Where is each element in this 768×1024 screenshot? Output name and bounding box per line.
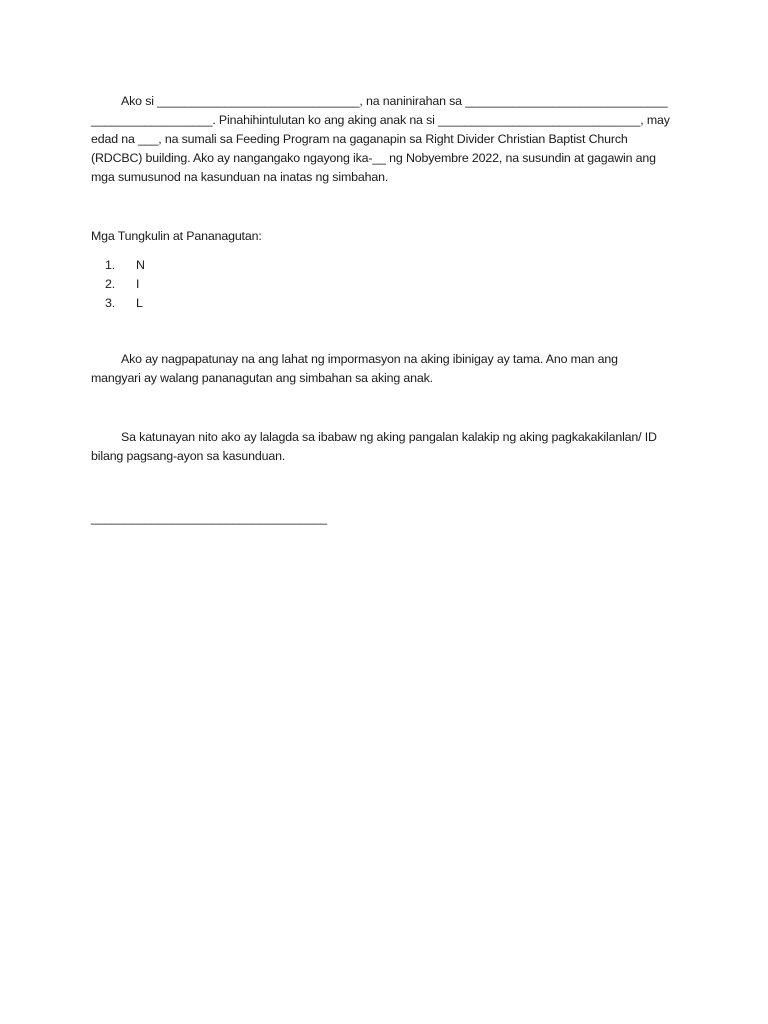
consent-line-4: (RDCBC) building. Ako ay nangangako ngayong ika-__ ng Nobyembre 2022, na susundin at gagawin ang — [91, 151, 656, 165]
affirmation-line-2: mangyari ay walang pananagutan ang simbahan sa aking anak. — [91, 371, 433, 385]
signature-statement-line-1: Sa katunayan nito ako ay lalagda sa ibabaw ng aking pangalan kalakip ng aking pagkakakilanlan/ ID — [121, 430, 657, 444]
consent-paragraph — [91, 92, 670, 187]
signature-line: ___________________________________ — [91, 511, 327, 525]
consent-line-2: __________________. Pinahihintulutan ko ang aking anak na si ______________________________, may — [91, 113, 670, 127]
list-item-number: 3. — [104, 296, 115, 310]
list-item — [91, 294, 145, 313]
duties-list — [91, 256, 145, 313]
list-item-text: I — [136, 277, 140, 291]
affirmation-line-1: Ako ay nagpapatunay na ang lahat ng impormasyon na aking ibinigay ay tama. Ano man ang — [121, 352, 618, 366]
signature-statement-paragraph — [91, 428, 666, 466]
list-item-number: 2. — [104, 277, 115, 291]
signature-statement-line-2: bilang pagsang-ayon sa kasunduan. — [91, 449, 286, 463]
list-item — [91, 256, 145, 275]
affirmation-paragraph — [91, 350, 666, 388]
document-page — [91, 92, 670, 525]
list-item-text: L — [136, 296, 143, 310]
consent-line-1: Ako si ______________________________, na naninirahan sa ______________________________ — [121, 94, 668, 108]
list-item-number: 1. — [104, 258, 115, 272]
list-item — [91, 275, 145, 294]
section-heading: Mga Tungkulin at Pananagutan: — [91, 229, 262, 243]
consent-line-3: edad na ___, na sumali sa Feeding Program na gaganapin sa Right Divider Christian Baptist Church — [91, 132, 628, 146]
list-item-text: N — [136, 258, 145, 272]
consent-line-5: mga sumusunod na kasunduan na inatas ng simbahan. — [91, 170, 389, 184]
